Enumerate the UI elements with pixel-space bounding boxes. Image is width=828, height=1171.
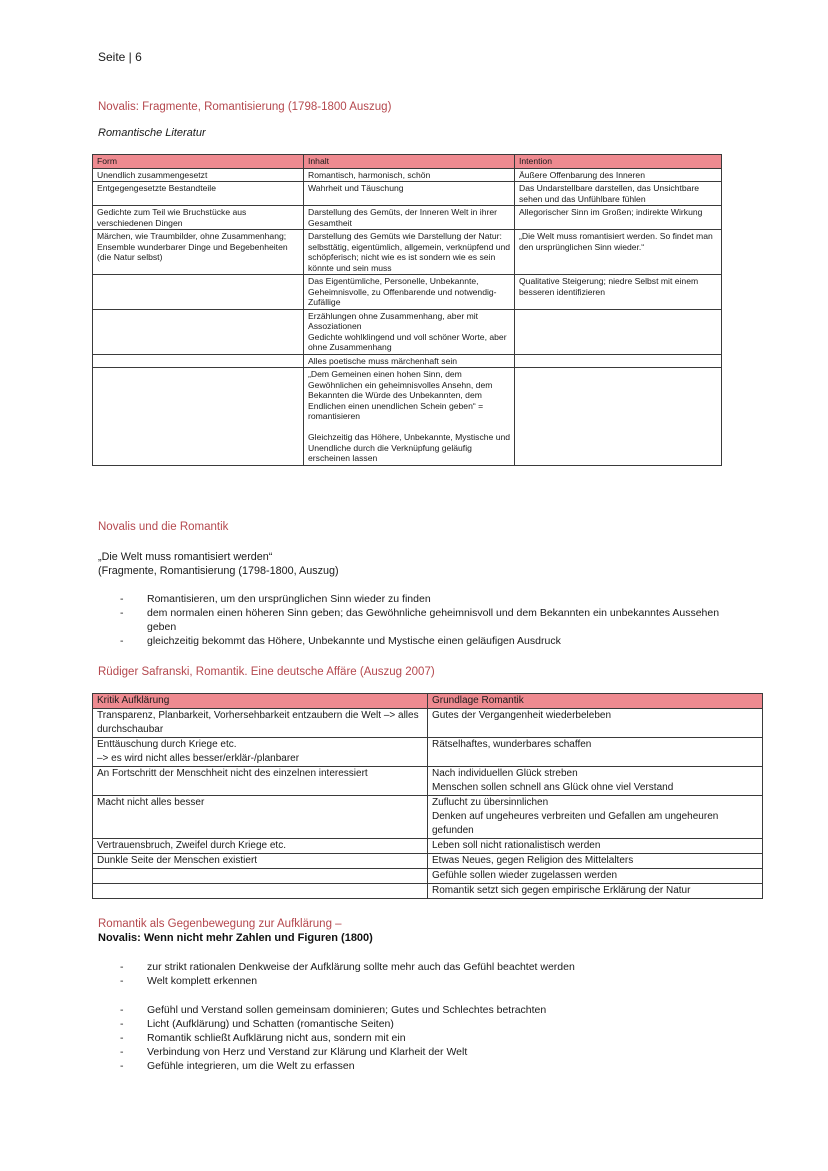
table-header-row	[93, 155, 722, 169]
table-cell: Rätselhaftes, wunderbares schaffen	[428, 738, 763, 767]
table-row	[93, 275, 722, 310]
table-row	[93, 354, 722, 368]
column-header: Grundlage Romantik	[428, 694, 763, 709]
column-header: Form	[93, 155, 304, 169]
dash-bullet: -	[120, 593, 124, 605]
table-row	[93, 309, 722, 354]
dash-bullet: -	[120, 961, 124, 973]
section-heading-fragmente: Novalis: Fragmente, Romantisierung (1798-1800 Auszug)	[98, 101, 392, 113]
table-row	[93, 884, 763, 899]
list-item: - gleichzeitig bekommt das Höhere, Unbekannte und Mystische einen geläufigen Ausdruck	[120, 635, 561, 647]
section-heading-novalis-romantik: Novalis und die Romantik	[98, 521, 229, 533]
dash-bullet: -	[120, 1060, 124, 1072]
table-cell: Allegorischer Sinn im Großen; indirekte Wirkung	[515, 206, 722, 230]
dash-bullet: -	[120, 607, 124, 619]
quote-line: „Die Welt muss romantisiert werden“	[98, 551, 273, 563]
romantische-literatur-table	[92, 154, 722, 466]
list-item: - Romantik schließt Aufklärung nicht aus, sondern mit ein	[120, 1032, 406, 1044]
table-row	[93, 368, 722, 466]
table-cell	[93, 884, 428, 899]
table-cell: Entgegengesetzte Bestandteile	[93, 182, 304, 206]
table-cell: Gedichte zum Teil wie Bruchstücke aus verschiedenen Dingen	[93, 206, 304, 230]
dash-bullet: -	[120, 1046, 124, 1058]
page-number: Seite | 6	[98, 50, 142, 64]
table-cell: An Fortschritt der Menschheit nicht des einzelnen interessiert	[93, 767, 428, 796]
table-cell: Äußere Offenbarung des Inneren	[515, 168, 722, 182]
table-cell: Wahrheit und Täuschung	[304, 182, 515, 206]
table-cell: Macht nicht alles besser	[93, 796, 428, 839]
table-cell: Zuflucht zu übersinnlichen Denken auf ungeheures verbreiten und Gefallen am ungeheuren gefunden	[428, 796, 763, 839]
subheading-romantische-literatur: Romantische Literatur	[98, 127, 206, 139]
table-cell: „Dem Gemeinen einen hohen Sinn, dem Gewöhnlichen ein geheimnisvolles Ansehn, dem Bekannten die Würde des Unbekannten, dem Endlichen einen unendlichen Schein geben“ = romantisieren Gleichzeitig das Höhere, Unbekannte, Mystische und Unendliche durch die Verknüpfung geläufig erscheinen lassen	[304, 368, 515, 466]
table-row	[93, 182, 722, 206]
table-cell: Darstellung des Gemüts wie Darstellung der Natur: selbsttätig, eigentümlich, allgemein, verknüpfend und schöpferisch; nicht wie es ist sondern wie es sein könnte und sein muss	[304, 230, 515, 275]
list-item: - Welt komplett erkennen	[120, 975, 258, 987]
table-cell: Gefühle sollen wieder zugelassen werden	[428, 869, 763, 884]
table-row	[93, 738, 763, 767]
table-cell: „Die Welt muss romantisiert werden. So findet man den ursprünglichen Sinn wieder.“	[515, 230, 722, 275]
table-cell: Qualitative Steigerung; niedre Selbst mit einem besseren identifizieren	[515, 275, 722, 310]
table-cell: Das Undarstellbare darstellen, das Unsichtbare sehen und das Unfühlbare fühlen	[515, 182, 722, 206]
table-cell: Enttäuschung durch Kriege etc. –> es wird nicht alles besser/erklär-/planbarer	[93, 738, 428, 767]
dash-bullet: -	[120, 1004, 124, 1016]
column-header: Intention	[515, 155, 722, 169]
table-cell	[93, 275, 304, 310]
table-cell: Romantik setzt sich gegen empirische Erklärung der Natur	[428, 884, 763, 899]
table-cell: Etwas Neues, gegen Religion des Mittelalters	[428, 854, 763, 869]
table-header-row	[93, 694, 763, 709]
section-heading-gegenbewegung: Romantik als Gegenbewegung zur Aufklärung –	[98, 918, 342, 930]
table-cell: Gutes der Vergangenheit wiederbeleben	[428, 709, 763, 738]
table-row	[93, 230, 722, 275]
table-cell: Romantisch, harmonisch, schön	[304, 168, 515, 182]
table-cell: Darstellung des Gemüts, der Inneren Welt in ihrer Gesamtheit	[304, 206, 515, 230]
table-cell: Leben soll nicht rationalistisch werden	[428, 839, 763, 854]
table-cell: Unendlich zusammengesetzt	[93, 168, 304, 182]
table-cell	[515, 368, 722, 466]
table-row	[93, 767, 763, 796]
section-heading-safranski: Rüdiger Safranski, Romantik. Eine deutsche Affäre (Auszug 2007)	[98, 666, 435, 678]
table-row	[93, 206, 722, 230]
table-cell: Märchen, wie Traumbilder, ohne Zusammenhang; Ensemble wunderbarer Dinge und Begebenheiten (die Natur selbst)	[93, 230, 304, 275]
table-cell	[515, 354, 722, 368]
table-row	[93, 854, 763, 869]
dash-bullet: -	[120, 1032, 124, 1044]
table-cell: Alles poetische muss märchenhaft sein	[304, 354, 515, 368]
table-row	[93, 709, 763, 738]
table-cell	[93, 354, 304, 368]
table-cell: Transparenz, Planbarkeit, Vorhersehbarkeit entzaubern die Welt –> alles durchschaubar	[93, 709, 428, 738]
table-cell: Vertrauensbruch, Zweifel durch Kriege etc.	[93, 839, 428, 854]
quote-source: (Fragmente, Romantisierung (1798-1800, Auszug)	[98, 565, 339, 577]
list-item: - Romantisieren, um den ursprünglichen Sinn wieder zu finden	[120, 593, 431, 605]
table-row	[93, 168, 722, 182]
table-row	[93, 869, 763, 884]
bullet-list-novalis	[120, 592, 720, 648]
table-cell: Dunkle Seite der Menschen existiert	[93, 854, 428, 869]
table-cell	[515, 309, 722, 354]
dash-bullet: -	[120, 975, 124, 987]
dash-bullet: -	[120, 635, 124, 647]
table-cell: Nach individuellen Glück streben Menschen sollen schnell ans Glück ohne viel Verstand	[428, 767, 763, 796]
table-cell	[93, 368, 304, 466]
column-header: Kritik Aufklärung	[93, 694, 428, 709]
subheading-zahlen-figuren: Novalis: Wenn nicht mehr Zahlen und Figuren (1800)	[98, 932, 373, 944]
table-row	[93, 839, 763, 854]
column-header: Inhalt	[304, 155, 515, 169]
aufklaerung-romantik-table	[92, 693, 763, 899]
list-item: - Verbindung von Herz und Verstand zur Klärung und Klarheit der Welt	[120, 1046, 468, 1058]
table-row	[93, 796, 763, 839]
table-cell	[93, 309, 304, 354]
list-item: - zur strikt rationalen Denkweise der Aufklärung sollte mehr auch das Gefühl beachtet werden	[120, 961, 575, 973]
list-item: - Licht (Aufklärung) und Schatten (romantische Seiten)	[120, 1018, 394, 1030]
table-cell: Erzählungen ohne Zusammenhang, aber mit Assoziationen Gedichte wohlklingend und voll schöner Worte, aber ohne Zusammenhang	[304, 309, 515, 354]
table-cell: Das Eigentümliche, Personelle, Unbekannte, Geheimnisvolle, zu Offenbarende und notwendig-Zufällige	[304, 275, 515, 310]
bullet-list-gegenbewegung-a	[120, 960, 720, 988]
dash-bullet: -	[120, 1018, 124, 1030]
list-item: - dem normalen einen höheren Sinn geben; das Gewöhnliche geheimnisvoll und dem Bekannten ein unbekanntes Aussehen geben	[120, 607, 720, 633]
list-item: - Gefühle integrieren, um die Welt zu erfassen	[120, 1060, 355, 1072]
bullet-list-gegenbewegung-b	[120, 1003, 720, 1073]
table-cell	[93, 869, 428, 884]
list-item: - Gefühl und Verstand sollen gemeinsam dominieren; Gutes und Schlechtes betrachten	[120, 1004, 547, 1016]
